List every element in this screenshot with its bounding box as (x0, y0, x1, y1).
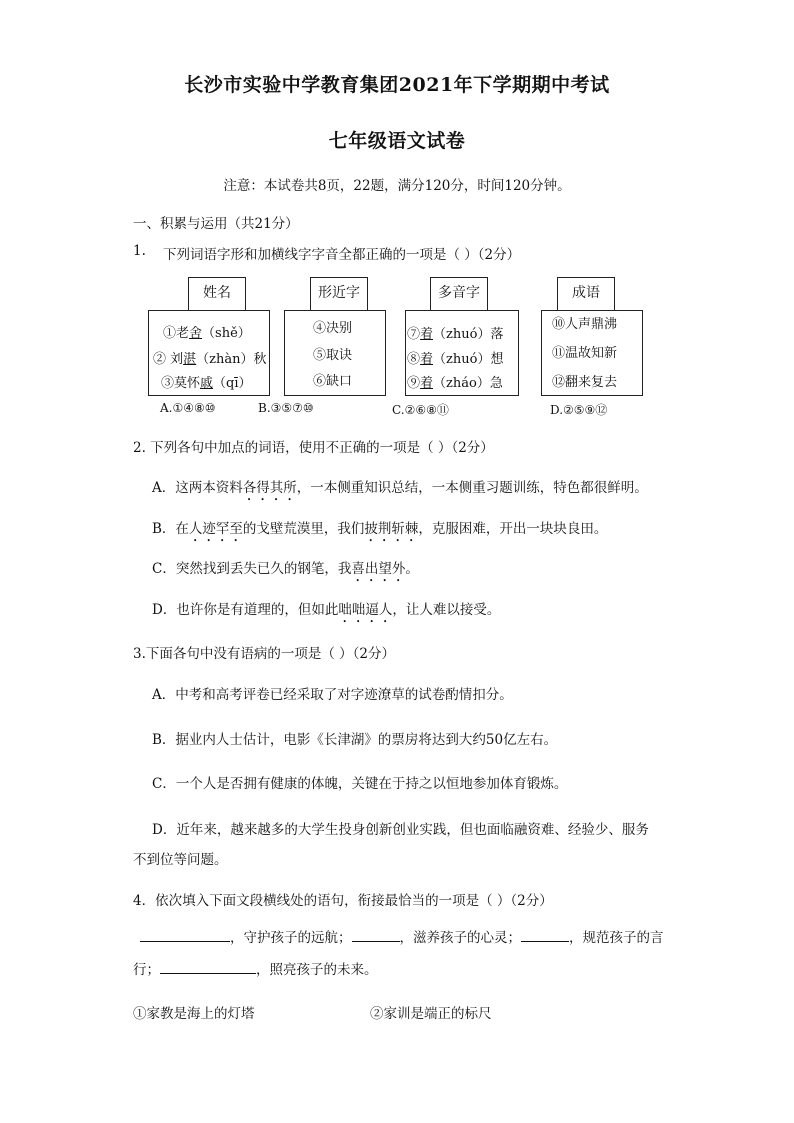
name-box (148, 310, 270, 396)
category-header-name: 姓名 (188, 277, 246, 310)
similar-char-box (284, 310, 386, 396)
exam-subtitle: 七年级语文试卷 (328, 130, 466, 152)
q4-sentence-2: ②家训是端正的标尺 (370, 1006, 492, 1022)
q2-option-b[interactable]: B．在人迹罕至的戈壁荒漠里，我们披荆斩棘，克服困难，开出一块块良田。 (152, 521, 608, 537)
polyphone-box (405, 310, 519, 396)
category-header-similar-char: 形近字 (310, 277, 368, 310)
q3-stem: 3.下面各句中没有语病的一项是（ ）（2分） (133, 646, 396, 662)
q3-option-b[interactable]: B．据业内人士估计，电影《长津湖》的票房将达到大约50亿左右。 (152, 732, 558, 748)
polyphone-item-1: ⑦着（zhuó）落 (407, 327, 504, 342)
fill-blank-4[interactable] (160, 959, 256, 974)
q2-stem: 2. 下列各句中加点的词语，使用不正确的一项是（ ）（2分） (133, 440, 494, 456)
idiom-box (541, 310, 643, 396)
fill-blank-1[interactable] (140, 927, 230, 942)
q4-passage-line1 (140, 926, 664, 946)
idiom-item-3: ⑫翻来复去 (552, 375, 618, 390)
category-header-idiom: 成语 (557, 277, 615, 310)
q1-option-c[interactable]: C.②⑥⑧⑪ (392, 403, 449, 417)
q4-text-5: ，照亮孩子的未来。 (256, 962, 378, 978)
name-item-3: ③莫怀戚（qī） (161, 376, 252, 391)
q4-stem: 4．依次填入下面文段横线处的语句，衔接最恰当的一项是（ ）（2分） (133, 893, 553, 909)
q1-number: 1. (133, 243, 146, 259)
q2-option-a[interactable]: A．这两本资料各得其所，一本侧重知识总结，一本侧重习题训练，特色都很鲜明。 (152, 480, 648, 496)
exam-notice: 注意：本试卷共8页，22题，满分120分，时间120分钟。 (223, 178, 571, 194)
similar-char-item-2: ⑤取诀 (313, 348, 353, 363)
q2-option-d[interactable]: D．也许你是有道理的，但如此咄咄逼人，让人难以接受。 (152, 602, 501, 618)
idiom-item-2: ⑪温故知新 (552, 346, 618, 361)
name-item-1: ①老舍（shě） (163, 326, 251, 341)
polyphone-item-3: ⑨着（zháo）急 (407, 376, 503, 391)
exam-title: 长沙市实验中学教育集团2021年下学期期中考试 (184, 74, 610, 96)
name-item-2: ② 刘湛（zhàn）秋 (153, 352, 267, 367)
section-heading: 一、积累与运用（共21分） (133, 216, 299, 232)
q1-option-b[interactable]: B.③⑤⑦⑩ (258, 401, 314, 415)
polyphone-item-2: ⑧着（zhuó）想 (407, 352, 504, 367)
q3-option-d[interactable]: D．近年来，越来越多的大学生投身创新创业实践，但也面临融资难、经验少、服务 (152, 822, 649, 838)
idiom-item-1: ⑩人声鼎沸 (552, 317, 618, 332)
q4-text-3: ，规范孩子的言 (569, 930, 664, 946)
q3-option-c[interactable]: C．一个人是否拥有健康的体魄，关键在于持之以恒地参加体育锻炼。 (152, 776, 568, 792)
q3-option-a[interactable]: A．中考和高考评卷已经采取了对字迹潦草的试卷酌情扣分。 (152, 687, 513, 703)
q4-text-1: ，守护孩子的远航； (230, 930, 352, 946)
fill-blank-3[interactable] (521, 927, 569, 942)
fill-blank-2[interactable] (352, 927, 400, 942)
q2-option-c[interactable]: C．突然找到丢失已久的钢笔，我喜出望外。 (152, 561, 419, 577)
q4-text-2: ，滋养孩子的心灵； (399, 930, 521, 946)
q1-option-a[interactable]: A.①④⑧⑩ (160, 401, 216, 415)
q3-option-d-continued: 不到位等问题。 (133, 852, 228, 868)
q4-passage-line2 (133, 958, 378, 978)
similar-char-item-1: ④决别 (313, 321, 353, 336)
similar-char-item-3: ⑥缺口 (313, 374, 353, 389)
category-header-polyphone: 多音字 (430, 277, 488, 310)
q1-option-d[interactable]: D.②⑤⑨⑫ (550, 403, 608, 417)
q4-sentence-1: ①家教是海上的灯塔 (133, 1006, 255, 1022)
q1-stem: 下列词语字形和加横线字字音全都正确的一项是（ ）（2分） (163, 247, 521, 263)
q4-text-4: 行； (133, 962, 160, 978)
